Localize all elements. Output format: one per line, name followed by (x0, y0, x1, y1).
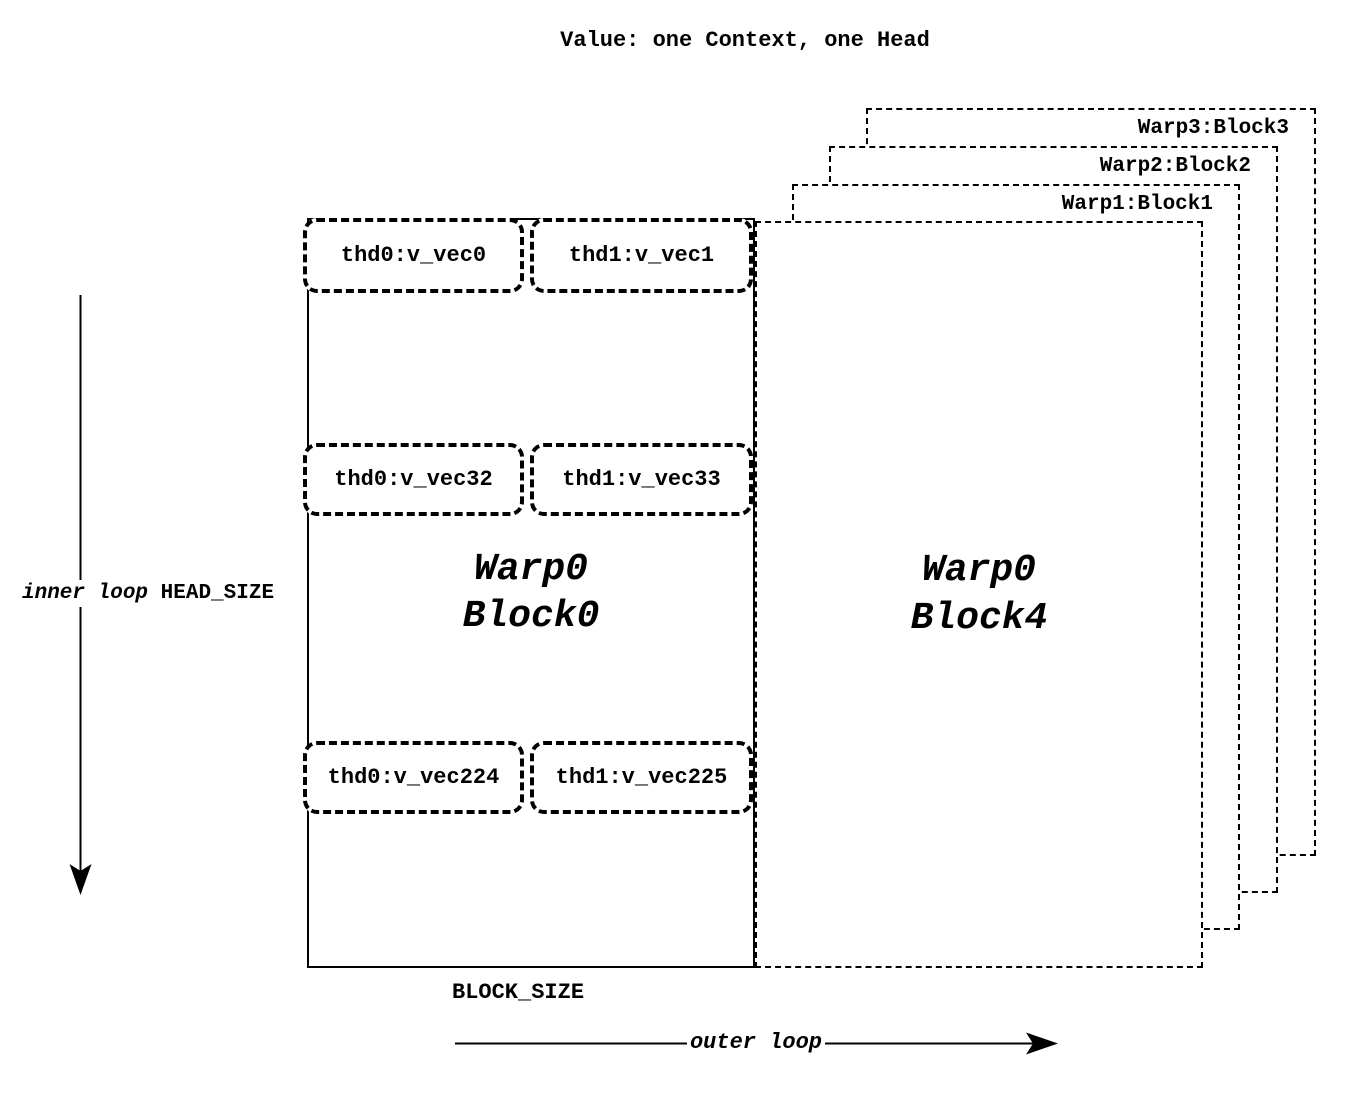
thread-cell: thd1:v_vec1 (530, 218, 753, 293)
block4-warp-line: Warp0 (921, 549, 1036, 593)
thread-cell: thd1:v_vec225 (530, 741, 753, 814)
warp0-block4-box (755, 221, 1203, 968)
inner-loop-arrowhead-icon (70, 864, 92, 895)
thread-cell: thd1:v_vec33 (530, 443, 753, 516)
warp0-block4-title (911, 547, 1048, 641)
head-size-label: HEAD_SIZE (160, 582, 275, 605)
warp3-block3-label: Warp3:Block3 (1137, 117, 1289, 140)
warp2-block2-label: Warp2:Block2 (1099, 155, 1251, 178)
inner-loop-label: inner loop (22, 582, 149, 605)
block4-block-line: Block4 (910, 596, 1048, 640)
thread-cell: thd0:v_vec0 (303, 218, 524, 293)
outer-loop-arrowhead-icon (1026, 1033, 1058, 1055)
thread-cell: thd0:v_vec224 (303, 741, 524, 814)
inner-loop-head-size-label (20, 580, 276, 607)
warp1-block1-label: Warp1:Block1 (1061, 193, 1213, 216)
block-size-label: BLOCK_SIZE (452, 980, 585, 1005)
warp0-block0-title (463, 546, 600, 640)
warp0-block0-box (307, 218, 755, 968)
diagram-title: Value: one Context, one Head (560, 28, 930, 53)
block0-block-line: Block0 (462, 595, 600, 638)
outer-loop-label: outer loop (687, 1030, 825, 1055)
thread-cell: thd0:v_vec32 (303, 443, 524, 516)
block0-warp-line: Warp0 (473, 547, 588, 591)
